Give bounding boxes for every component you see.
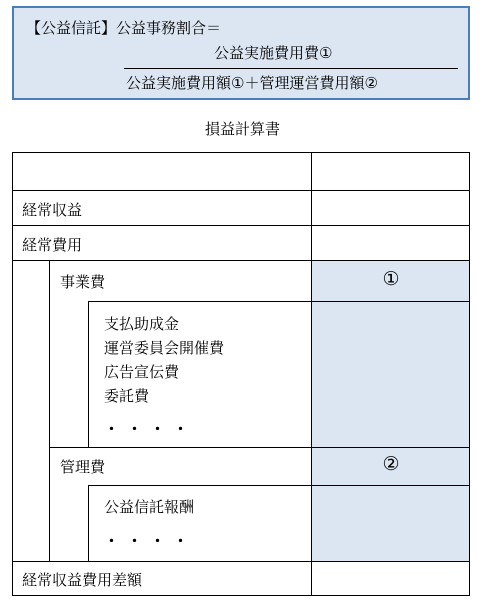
statement-title: 損益計算書 xyxy=(204,120,280,138)
project-cost-label: 事業費 xyxy=(60,273,106,291)
indent-level1-border xyxy=(49,260,50,561)
formula-label: 【公益信託】公益事務割合＝ xyxy=(26,19,222,37)
table-left-border xyxy=(12,152,13,595)
row-divider xyxy=(88,485,470,486)
row-divider xyxy=(49,260,470,261)
project-items-value-cell xyxy=(312,301,469,447)
admin-cost-label: 管理費 xyxy=(60,458,106,476)
table-right-border xyxy=(469,152,470,595)
admin-item: 公益信託報酬 xyxy=(104,498,195,516)
ordinary-revenue-label: 経常収益 xyxy=(22,201,83,219)
formula-box xyxy=(12,6,470,100)
row-divider xyxy=(88,301,470,302)
project-items-ellipsis: ・・・・ xyxy=(104,420,197,438)
formula-denominator: 公益実施費用額①＋管理運営費用額② xyxy=(126,74,378,92)
project-item: 支払助成金 xyxy=(104,315,180,333)
formula-numerator: 公益実施費用費① xyxy=(214,44,333,62)
row-divider xyxy=(49,447,470,448)
net-difference-label: 経常収益費用差額 xyxy=(22,571,143,589)
ordinary-expense-label: 経常費用 xyxy=(22,236,83,254)
indent-level2-border xyxy=(88,301,89,447)
admin-items-value-cell xyxy=(312,485,469,561)
admin-items-ellipsis: ・・・・ xyxy=(104,532,197,550)
project-item: 広告宣伝費 xyxy=(104,363,180,381)
table-top-border xyxy=(12,152,470,153)
row-divider xyxy=(12,190,470,191)
fraction-bar xyxy=(124,68,458,69)
project-item: 運営委員会開催費 xyxy=(104,339,225,357)
indent-level2-border xyxy=(88,485,89,561)
project-cost-marker: ① xyxy=(382,268,400,290)
table-bottom-border xyxy=(12,595,470,596)
value-column-border xyxy=(311,152,312,595)
row-divider xyxy=(12,225,470,226)
project-item: 委託費 xyxy=(104,387,150,405)
admin-cost-marker: ② xyxy=(382,453,400,475)
row-divider xyxy=(12,561,470,562)
